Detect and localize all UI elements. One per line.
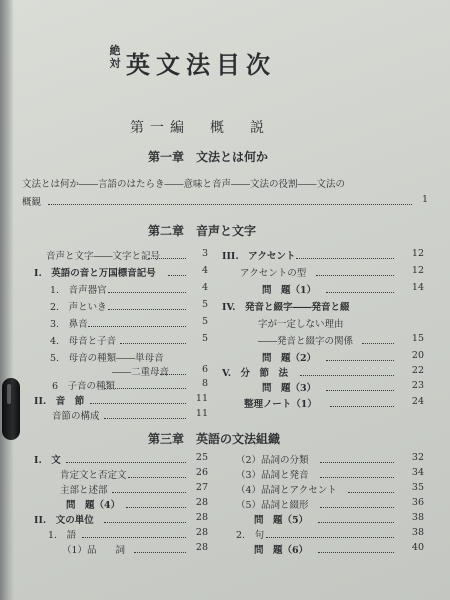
toc-entry: 問 題（2） — [262, 353, 317, 364]
chapter1-page: 1 — [421, 194, 428, 205]
toc-page: 24 — [411, 396, 424, 407]
toc-page: 23 — [411, 380, 424, 391]
toc-entry: 字が一定しない理由 — [258, 319, 344, 330]
leader-dots — [104, 418, 186, 419]
toc-page: 14 — [411, 282, 424, 293]
toc-page: 12 — [411, 248, 424, 259]
toc-page: 28 — [195, 542, 208, 553]
toc-page: 6 — [201, 364, 208, 375]
toc-entry: I. 英語の音と万国標音記号 — [34, 268, 156, 279]
leader-dots — [90, 403, 186, 404]
toc-entry: （5）品詞と綴形 — [236, 500, 309, 511]
toc-entry: 問 題（3） — [262, 383, 317, 394]
leader-dots — [66, 462, 186, 463]
toc-page: 26 — [195, 467, 208, 478]
toc-entry: 肯定文と否定文 — [60, 470, 127, 481]
leader-dots — [326, 390, 394, 391]
toc-entry: II. 文の単位 — [34, 515, 94, 526]
toc-page: 32 — [411, 452, 424, 463]
title-prefix — [108, 44, 122, 70]
toc-page: 35 — [411, 482, 424, 493]
title-prefix-top: 絶 — [109, 44, 121, 57]
toc-entry: 6 子音の種類 — [52, 381, 116, 392]
toc-page: 40 — [411, 542, 424, 553]
leader-dots — [320, 462, 394, 463]
toc-entry: 問 題（5） — [254, 515, 309, 526]
leader-dots — [120, 343, 186, 344]
leader-dots — [320, 477, 394, 478]
toc-page: 38 — [411, 527, 424, 538]
toc-entry: （4）品詞とアクセント — [236, 485, 337, 496]
toc-entry: 整理ノート（1） — [244, 399, 317, 410]
page-title: 英文法目次 — [126, 50, 276, 79]
toc-page: 38 — [411, 512, 424, 523]
leader-dots — [348, 492, 394, 493]
leader-dots — [88, 326, 186, 327]
toc-page: 15 — [411, 333, 424, 344]
toc-entry: I. 文 — [34, 455, 61, 466]
leader-dots — [112, 492, 186, 493]
leader-dots — [108, 292, 186, 293]
toc-entry: ――発音と綴字の関係 — [258, 336, 354, 347]
title-prefix-bottom: 対 — [109, 57, 121, 70]
toc-page: 11 — [195, 393, 208, 404]
toc-entry: 音節の構成 — [52, 411, 100, 422]
chapter1-text-line1: 文法とは何か――言語のはたらき――意味と音声――文法の役割――文法の — [22, 179, 346, 190]
toc-page: 12 — [411, 265, 424, 276]
leader-dots — [104, 522, 186, 523]
toc-page: 20 — [411, 350, 424, 361]
toc-page: 4 — [201, 282, 208, 293]
leader-dots — [318, 552, 394, 553]
toc-page: 5 — [201, 316, 208, 327]
leader-dots — [104, 388, 186, 389]
toc-page: 28 — [195, 527, 208, 538]
toc-entry: （2）品詞の分類 — [236, 455, 309, 466]
leader-dots — [326, 292, 394, 293]
toc-entry: 4. 母音と子音 — [50, 336, 117, 347]
chapter1-text-line2: 概観 — [22, 197, 42, 208]
toc-entry: III. アクセント — [222, 251, 296, 262]
toc-entry: 1. 語 — [48, 530, 77, 541]
leader-dots — [148, 258, 186, 259]
toc-entry: 問 題（1） — [262, 285, 317, 296]
toc-entry: （1）品 詞 — [62, 545, 126, 556]
leader-dots — [300, 375, 394, 376]
leader-dots — [82, 537, 186, 538]
toc-entry: IV. 発音と綴字――発音と綴 — [222, 302, 350, 313]
toc-entry: 2. 句 — [236, 530, 265, 541]
toc-page: 5 — [201, 299, 208, 310]
leader-dots — [320, 507, 394, 508]
toc-page: 5 — [201, 333, 208, 344]
toc-entry: 2. 声といき — [50, 302, 107, 313]
leader-dots — [108, 309, 186, 310]
toc-page: 25 — [195, 452, 208, 463]
toc-entry: II. 音 節 — [34, 396, 85, 407]
leader-dots — [126, 507, 186, 508]
chapter3-heading: 第三章 英語の文法組織 — [148, 432, 281, 446]
leader-dots — [316, 275, 394, 276]
leader-dots — [48, 204, 412, 205]
toc-entry: 音声と文字――文字と記号 — [46, 251, 161, 262]
black-clip — [2, 378, 20, 440]
toc-entry: 問 題（4） — [66, 500, 121, 511]
toc-page: 8 — [201, 378, 208, 389]
leader-dots — [128, 477, 186, 478]
toc-page: 3 — [201, 248, 208, 259]
toc-page: 36 — [411, 497, 424, 508]
leader-dots — [362, 343, 394, 344]
chapter1-heading: 第一章 文法とは何か — [148, 150, 269, 164]
toc-entry: 3. 鼻音 — [50, 319, 88, 330]
toc-page: 4 — [201, 265, 208, 276]
leader-dots — [134, 552, 186, 553]
leader-dots — [160, 374, 186, 375]
toc-entry: 1. 音声器官 — [50, 285, 107, 296]
toc-page: 34 — [411, 467, 424, 478]
leader-dots — [266, 537, 394, 538]
leader-dots — [318, 522, 394, 523]
leader-dots — [296, 258, 394, 259]
toc-entry: アクセントの型 — [240, 268, 307, 279]
toc-page: 11 — [195, 408, 208, 419]
leader-dots — [330, 406, 394, 407]
chapter2-heading: 第二章 音声と文字 — [148, 224, 257, 238]
leader-dots — [168, 275, 186, 276]
leader-dots — [326, 360, 394, 361]
toc-entry: ――二重母音 — [112, 367, 170, 378]
book-binding — [0, 0, 14, 600]
part-heading: 第一編 概 説 — [130, 120, 270, 136]
toc-page: 28 — [195, 497, 208, 508]
toc-entry: 5. 母音の種類――単母音 — [50, 353, 164, 364]
toc-entry: 主部と述部 — [60, 485, 108, 496]
toc-page: 28 — [195, 512, 208, 523]
toc-entry: 問 題（6） — [254, 545, 309, 556]
toc-entry: V. 分 節 法 — [222, 368, 289, 379]
toc-page: 27 — [195, 482, 208, 493]
toc-page: 22 — [411, 365, 424, 376]
toc-entry: （3）品詞と発音 — [236, 470, 309, 481]
